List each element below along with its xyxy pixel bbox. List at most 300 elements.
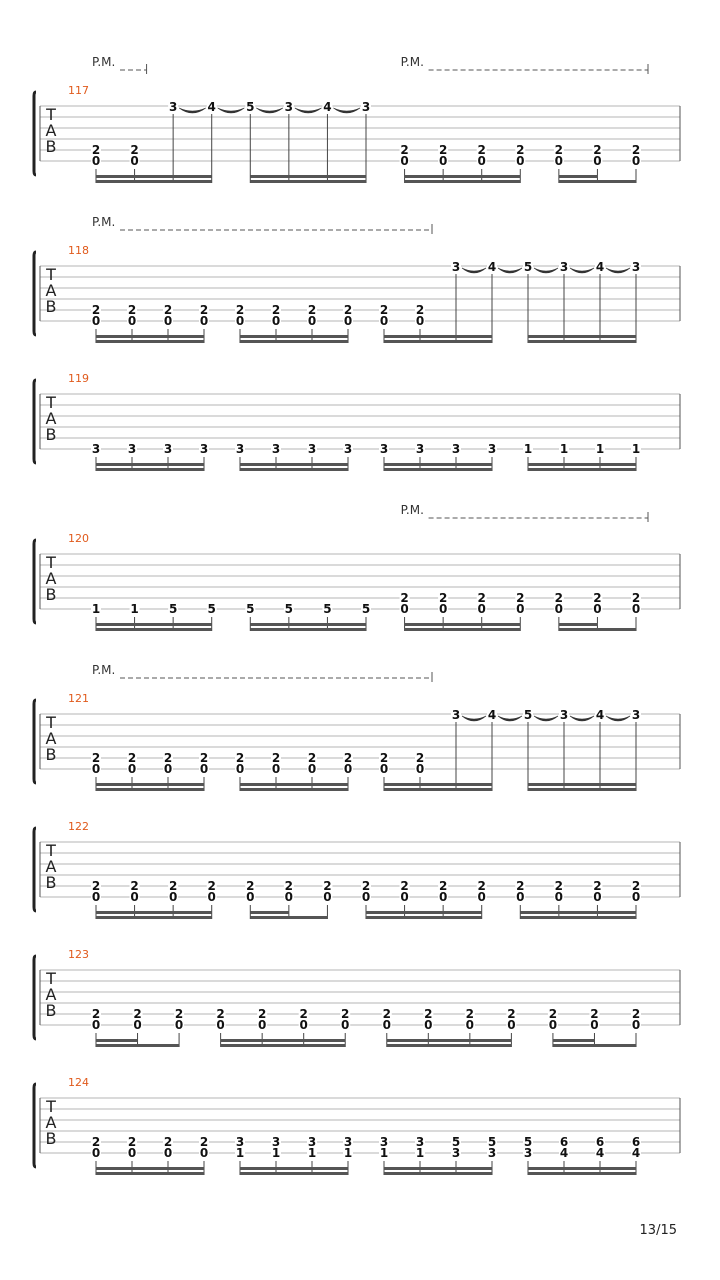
fret-number: 3 bbox=[451, 260, 461, 274]
fret-number: 3 bbox=[631, 708, 641, 722]
tab-clef-letter: A bbox=[45, 281, 57, 300]
beam-secondary bbox=[528, 463, 636, 466]
fret-number: 0 bbox=[631, 154, 641, 168]
tab-note bbox=[245, 602, 255, 631]
slur-tie bbox=[606, 268, 630, 273]
beam-primary bbox=[405, 628, 521, 631]
tab-note bbox=[322, 100, 332, 183]
fret-number: 0 bbox=[341, 1018, 350, 1032]
fret-number: 0 bbox=[477, 602, 486, 616]
tab-note bbox=[523, 260, 533, 343]
fret-number: 0 bbox=[307, 314, 317, 328]
fret-number: 2 bbox=[163, 1135, 173, 1149]
fret-number: 2 bbox=[516, 879, 525, 893]
tab-note bbox=[451, 442, 461, 471]
beam-primary bbox=[387, 1044, 512, 1047]
tab-clef-letter: B bbox=[45, 425, 57, 444]
system-bracket bbox=[34, 380, 36, 463]
tab-clef-letter: T bbox=[46, 553, 56, 572]
fret-number: 2 bbox=[477, 591, 486, 605]
beam-secondary bbox=[96, 1167, 204, 1170]
fret-number: 2 bbox=[438, 143, 448, 157]
fret-number: 2 bbox=[548, 1007, 558, 1021]
beam-primary bbox=[240, 1172, 348, 1175]
fret-number: 2 bbox=[400, 591, 409, 605]
beam-secondary bbox=[240, 1167, 348, 1170]
fret-number: 5 bbox=[451, 1135, 461, 1149]
beam-secondary bbox=[240, 335, 348, 338]
fret-number: 2 bbox=[631, 879, 641, 893]
beam-primary bbox=[250, 916, 327, 919]
beam-secondary bbox=[384, 463, 492, 466]
fret-number: 4 bbox=[595, 708, 605, 722]
tab-note bbox=[361, 602, 371, 631]
beam-primary bbox=[240, 788, 348, 791]
tab-system-123 bbox=[34, 948, 680, 1047]
fret-number: 2 bbox=[91, 1135, 101, 1149]
tab-note bbox=[559, 708, 569, 791]
slur-tie bbox=[534, 716, 558, 721]
fret-number: 2 bbox=[415, 751, 425, 765]
fret-number: 3 bbox=[343, 1135, 353, 1149]
fret-number: 0 bbox=[271, 762, 281, 776]
fret-number: 0 bbox=[174, 1018, 184, 1032]
system-bracket bbox=[34, 540, 36, 623]
fret-number: 3 bbox=[91, 442, 101, 456]
tab-system-121 bbox=[34, 663, 680, 791]
tab-note bbox=[631, 1004, 641, 1047]
fret-number: 3 bbox=[271, 442, 281, 456]
fret-number: 5 bbox=[361, 602, 371, 616]
fret-number: 0 bbox=[438, 154, 448, 168]
fret-number: 0 bbox=[235, 314, 245, 328]
tab-clef-letter: A bbox=[45, 569, 57, 588]
measure-number: 117 bbox=[68, 84, 89, 97]
beam-primary bbox=[384, 788, 492, 791]
fret-number: 4 bbox=[559, 1146, 569, 1160]
fret-number: 2 bbox=[133, 1007, 142, 1021]
fret-number: 0 bbox=[507, 1018, 516, 1032]
beam-primary bbox=[96, 1172, 204, 1175]
beam-secondary bbox=[405, 175, 521, 178]
tab-clef-letter: T bbox=[46, 265, 56, 284]
tab-note bbox=[271, 442, 281, 471]
fret-number: 2 bbox=[284, 879, 294, 893]
fret-number: 2 bbox=[343, 751, 353, 765]
beam-secondary bbox=[96, 463, 204, 466]
fret-number: 2 bbox=[127, 1135, 137, 1149]
beam-secondary bbox=[405, 623, 521, 626]
beam-primary bbox=[384, 1172, 492, 1175]
fret-number: 2 bbox=[271, 303, 281, 317]
fret-number: 2 bbox=[438, 591, 448, 605]
beam-secondary bbox=[250, 911, 289, 914]
fret-number: 0 bbox=[235, 762, 245, 776]
tab-clef-letter: B bbox=[45, 1001, 57, 1020]
fret-number: 3 bbox=[361, 100, 371, 114]
fret-number: 3 bbox=[523, 1146, 533, 1160]
beam-primary bbox=[240, 340, 348, 343]
fret-number: 3 bbox=[307, 442, 317, 456]
tab-system-119 bbox=[34, 372, 680, 471]
fret-number: 2 bbox=[216, 1007, 225, 1021]
fret-number: 2 bbox=[199, 1135, 209, 1149]
palm-mute-label: P.M. bbox=[92, 215, 116, 229]
fret-number: 6 bbox=[559, 1135, 569, 1149]
slur-tie bbox=[498, 716, 522, 721]
fret-number: 1 bbox=[631, 442, 641, 456]
tab-clef-letter: T bbox=[46, 713, 56, 732]
fret-number: 0 bbox=[91, 1018, 101, 1032]
tab-note bbox=[168, 602, 178, 631]
tab-note bbox=[91, 602, 101, 631]
palm-mute-label: P.M. bbox=[92, 663, 116, 677]
fret-number: 2 bbox=[400, 143, 409, 157]
system-bracket bbox=[34, 92, 36, 175]
tab-note bbox=[559, 442, 569, 471]
tab-system-118 bbox=[34, 215, 680, 343]
fret-number: 0 bbox=[163, 762, 173, 776]
tab-note bbox=[595, 260, 605, 343]
fret-number: 0 bbox=[163, 1146, 173, 1160]
fret-number: 2 bbox=[554, 143, 564, 157]
fret-number: 0 bbox=[299, 1018, 308, 1032]
beam-primary bbox=[528, 788, 636, 791]
fret-number: 0 bbox=[379, 762, 389, 776]
fret-number: 2 bbox=[91, 143, 101, 157]
tab-note bbox=[245, 100, 255, 183]
fret-number: 1 bbox=[379, 1146, 389, 1160]
fret-number: 1 bbox=[595, 442, 605, 456]
fret-number: 2 bbox=[130, 879, 139, 893]
fret-number: 4 bbox=[595, 1146, 605, 1160]
fret-number: 3 bbox=[307, 1135, 317, 1149]
slur-tie bbox=[570, 268, 594, 273]
tab-clef-letter: A bbox=[45, 409, 57, 428]
beam-primary bbox=[366, 916, 482, 919]
tab-note bbox=[361, 100, 371, 183]
tab-clef-letter: A bbox=[45, 121, 57, 140]
fret-number: 0 bbox=[554, 602, 564, 616]
tab-note bbox=[523, 708, 533, 791]
fret-number: 0 bbox=[382, 1018, 391, 1032]
fret-number: 2 bbox=[163, 751, 173, 765]
fret-number: 3 bbox=[559, 260, 569, 274]
fret-number: 0 bbox=[199, 314, 209, 328]
beam-secondary bbox=[240, 463, 348, 466]
fret-number: 0 bbox=[400, 602, 409, 616]
fret-number: 2 bbox=[361, 879, 371, 893]
fret-number: 3 bbox=[235, 442, 245, 456]
fret-number: 2 bbox=[341, 1007, 350, 1021]
fret-number: 2 bbox=[477, 143, 486, 157]
fret-number: 0 bbox=[554, 890, 564, 904]
fret-number: 5 bbox=[284, 602, 294, 616]
fret-number: 0 bbox=[554, 154, 564, 168]
beam-primary bbox=[553, 1044, 636, 1047]
fret-number: 3 bbox=[559, 708, 569, 722]
beam-secondary bbox=[96, 175, 212, 178]
fret-number: 0 bbox=[163, 314, 173, 328]
beam-primary bbox=[250, 180, 366, 183]
fret-number: 4 bbox=[595, 260, 605, 274]
fret-number: 0 bbox=[631, 1018, 641, 1032]
beam-primary bbox=[96, 340, 204, 343]
systems-layer bbox=[34, 55, 680, 1175]
beam-primary bbox=[528, 468, 636, 471]
beam-secondary bbox=[384, 335, 492, 338]
fret-number: 2 bbox=[127, 751, 137, 765]
tab-note bbox=[415, 442, 425, 471]
fret-number: 0 bbox=[257, 1018, 267, 1032]
slur-tie bbox=[218, 108, 245, 113]
slur-tie bbox=[570, 716, 594, 721]
beam-secondary bbox=[96, 1039, 138, 1042]
fret-number: 0 bbox=[91, 890, 101, 904]
fret-number: 5 bbox=[246, 100, 255, 114]
tab-note bbox=[343, 442, 353, 471]
fret-number: 3 bbox=[379, 442, 389, 456]
fret-number: 2 bbox=[271, 751, 281, 765]
slur-tie bbox=[295, 108, 322, 113]
fret-number: 3 bbox=[163, 442, 173, 456]
fret-number: 0 bbox=[593, 602, 602, 616]
tab-note bbox=[631, 442, 641, 471]
fret-number: 2 bbox=[465, 1007, 475, 1021]
tab-note bbox=[451, 708, 461, 791]
slur-tie bbox=[462, 716, 486, 721]
fret-number: 0 bbox=[271, 314, 281, 328]
tab-note bbox=[559, 260, 569, 343]
tab-clef-letter: B bbox=[45, 745, 57, 764]
fret-number: 1 bbox=[523, 442, 533, 456]
tab-note bbox=[322, 602, 332, 631]
fret-number: 0 bbox=[379, 314, 389, 328]
tab-note bbox=[631, 140, 641, 183]
tab-clef-letter: T bbox=[46, 1097, 56, 1116]
fret-number: 0 bbox=[361, 890, 371, 904]
tab-note bbox=[631, 588, 641, 631]
fret-number: 0 bbox=[323, 890, 332, 904]
fret-number: 2 bbox=[91, 1007, 101, 1021]
fret-number: 3 bbox=[415, 1135, 425, 1149]
fret-number: 2 bbox=[593, 143, 602, 157]
tab-note bbox=[631, 708, 641, 791]
fret-number: 0 bbox=[130, 154, 139, 168]
measure-number: 119 bbox=[68, 372, 89, 385]
fret-number: 0 bbox=[127, 1146, 137, 1160]
tab-note bbox=[595, 442, 605, 471]
fret-number: 0 bbox=[590, 1018, 599, 1032]
beam-primary bbox=[96, 628, 212, 631]
fret-number: 2 bbox=[127, 303, 137, 317]
system-bracket bbox=[34, 700, 36, 783]
beam-primary bbox=[96, 1044, 179, 1047]
fret-number: 3 bbox=[271, 1135, 281, 1149]
fret-number: 0 bbox=[127, 314, 137, 328]
fret-number: 5 bbox=[207, 602, 216, 616]
fret-number: 3 bbox=[127, 442, 137, 456]
beam-primary bbox=[384, 340, 492, 343]
fret-number: 4 bbox=[323, 100, 332, 114]
fret-number: 5 bbox=[487, 1135, 497, 1149]
fret-number: 0 bbox=[516, 890, 525, 904]
tab-clef-letter: A bbox=[45, 985, 57, 1004]
tab-system-124 bbox=[34, 1076, 680, 1175]
tab-note bbox=[174, 1004, 184, 1047]
beam-primary bbox=[96, 180, 212, 183]
tab-clef-letter: T bbox=[46, 841, 56, 860]
fret-number: 2 bbox=[299, 1007, 308, 1021]
tab-note bbox=[130, 602, 140, 631]
fret-number: 2 bbox=[207, 879, 216, 893]
fret-number: 2 bbox=[130, 143, 139, 157]
tab-clef-letter: B bbox=[45, 1129, 57, 1148]
beam-secondary bbox=[250, 175, 366, 178]
fret-number: 2 bbox=[168, 879, 178, 893]
slur-tie bbox=[534, 268, 558, 273]
tab-note bbox=[322, 876, 332, 919]
fret-number: 3 bbox=[343, 442, 353, 456]
fret-number: 3 bbox=[631, 260, 641, 274]
fret-number: 0 bbox=[415, 762, 425, 776]
beam-secondary bbox=[559, 175, 598, 178]
fret-number: 3 bbox=[235, 1135, 245, 1149]
fret-number: 2 bbox=[307, 303, 317, 317]
slur-tie bbox=[498, 268, 522, 273]
beam-secondary bbox=[528, 783, 636, 786]
fret-number: 2 bbox=[379, 751, 389, 765]
beam-primary bbox=[240, 468, 348, 471]
tab-note bbox=[168, 100, 178, 183]
fret-number: 2 bbox=[438, 879, 448, 893]
fret-number: 0 bbox=[400, 890, 409, 904]
tab-note bbox=[91, 442, 101, 471]
beam-secondary bbox=[528, 335, 636, 338]
fret-number: 0 bbox=[516, 602, 525, 616]
slur-tie bbox=[333, 108, 360, 113]
tab-note bbox=[307, 442, 317, 471]
beam-secondary bbox=[384, 1167, 492, 1170]
beam-primary bbox=[250, 628, 366, 631]
fret-number: 6 bbox=[595, 1135, 605, 1149]
fret-number: 2 bbox=[307, 751, 317, 765]
fret-number: 2 bbox=[235, 303, 245, 317]
tab-clef-letter: B bbox=[45, 873, 57, 892]
fret-number: 2 bbox=[91, 879, 101, 893]
system-bracket bbox=[34, 828, 36, 911]
slur-tie bbox=[606, 716, 630, 721]
tab-note bbox=[595, 708, 605, 791]
fret-number: 2 bbox=[554, 591, 564, 605]
fret-number: 0 bbox=[199, 1146, 209, 1160]
tab-note bbox=[487, 442, 497, 471]
beam-primary bbox=[96, 788, 204, 791]
tab-note bbox=[451, 260, 461, 343]
measure-number: 124 bbox=[68, 1076, 89, 1089]
fret-number: 0 bbox=[424, 1018, 433, 1032]
fret-number: 2 bbox=[516, 143, 525, 157]
fret-number: 0 bbox=[465, 1018, 475, 1032]
measure-number: 120 bbox=[68, 532, 89, 545]
fret-number: 3 bbox=[451, 1146, 461, 1160]
fret-number: 3 bbox=[199, 442, 209, 456]
fret-number: 2 bbox=[477, 879, 486, 893]
fret-number: 0 bbox=[631, 890, 641, 904]
tab-clef-letter: A bbox=[45, 729, 57, 748]
fret-number: 0 bbox=[91, 762, 101, 776]
fret-number: 2 bbox=[257, 1007, 267, 1021]
fret-number: 2 bbox=[235, 751, 245, 765]
fret-number: 0 bbox=[307, 762, 317, 776]
beam-secondary bbox=[387, 1039, 512, 1042]
beam-secondary bbox=[528, 1167, 636, 1170]
fret-number: 0 bbox=[548, 1018, 558, 1032]
fret-number: 5 bbox=[523, 1135, 533, 1149]
tab-clef-letter: B bbox=[45, 585, 57, 604]
tab-note bbox=[487, 260, 497, 343]
measure-number: 121 bbox=[68, 692, 89, 705]
beam-primary bbox=[559, 180, 636, 183]
fret-number: 0 bbox=[631, 602, 641, 616]
measure-number: 122 bbox=[68, 820, 89, 833]
beam-secondary bbox=[559, 623, 598, 626]
fret-number: 3 bbox=[487, 442, 497, 456]
fret-number: 2 bbox=[507, 1007, 516, 1021]
fret-number: 0 bbox=[133, 1018, 142, 1032]
beam-primary bbox=[221, 1044, 346, 1047]
tab-clef-letter: T bbox=[46, 969, 56, 988]
fret-number: 2 bbox=[199, 751, 209, 765]
beam-secondary bbox=[553, 1039, 595, 1042]
fret-number: 0 bbox=[168, 890, 178, 904]
beam-secondary bbox=[384, 783, 492, 786]
fret-number: 0 bbox=[415, 314, 425, 328]
beam-secondary bbox=[240, 783, 348, 786]
tab-clef-letter: A bbox=[45, 857, 57, 876]
beam-secondary bbox=[221, 1039, 346, 1042]
fret-number: 5 bbox=[523, 260, 533, 274]
fret-number: 2 bbox=[593, 591, 602, 605]
palm-mute-label: P.M. bbox=[400, 503, 424, 517]
beam-primary bbox=[559, 628, 636, 631]
fret-number: 2 bbox=[400, 879, 409, 893]
fret-number: 2 bbox=[91, 751, 101, 765]
fret-number: 5 bbox=[523, 708, 533, 722]
beam-secondary bbox=[96, 623, 212, 626]
fret-number: 3 bbox=[487, 1146, 497, 1160]
beam-primary bbox=[528, 340, 636, 343]
tab-note bbox=[523, 442, 533, 471]
tab-note bbox=[487, 708, 497, 791]
fret-number: 2 bbox=[554, 879, 564, 893]
fret-number: 0 bbox=[343, 762, 353, 776]
fret-number: 4 bbox=[487, 260, 497, 274]
fret-number: 1 bbox=[559, 442, 569, 456]
tab-note bbox=[379, 442, 389, 471]
tab-system-117 bbox=[34, 55, 680, 183]
fret-number: 3 bbox=[451, 442, 461, 456]
tab-note bbox=[207, 100, 217, 183]
slur-tie bbox=[256, 108, 283, 113]
tab-clef-letter: A bbox=[45, 1113, 57, 1132]
fret-number: 2 bbox=[91, 303, 101, 317]
fret-number: 1 bbox=[415, 1146, 425, 1160]
tab-note bbox=[163, 442, 173, 471]
fret-number: 2 bbox=[163, 303, 173, 317]
fret-number: 4 bbox=[487, 708, 497, 722]
fret-number: 3 bbox=[451, 708, 461, 722]
